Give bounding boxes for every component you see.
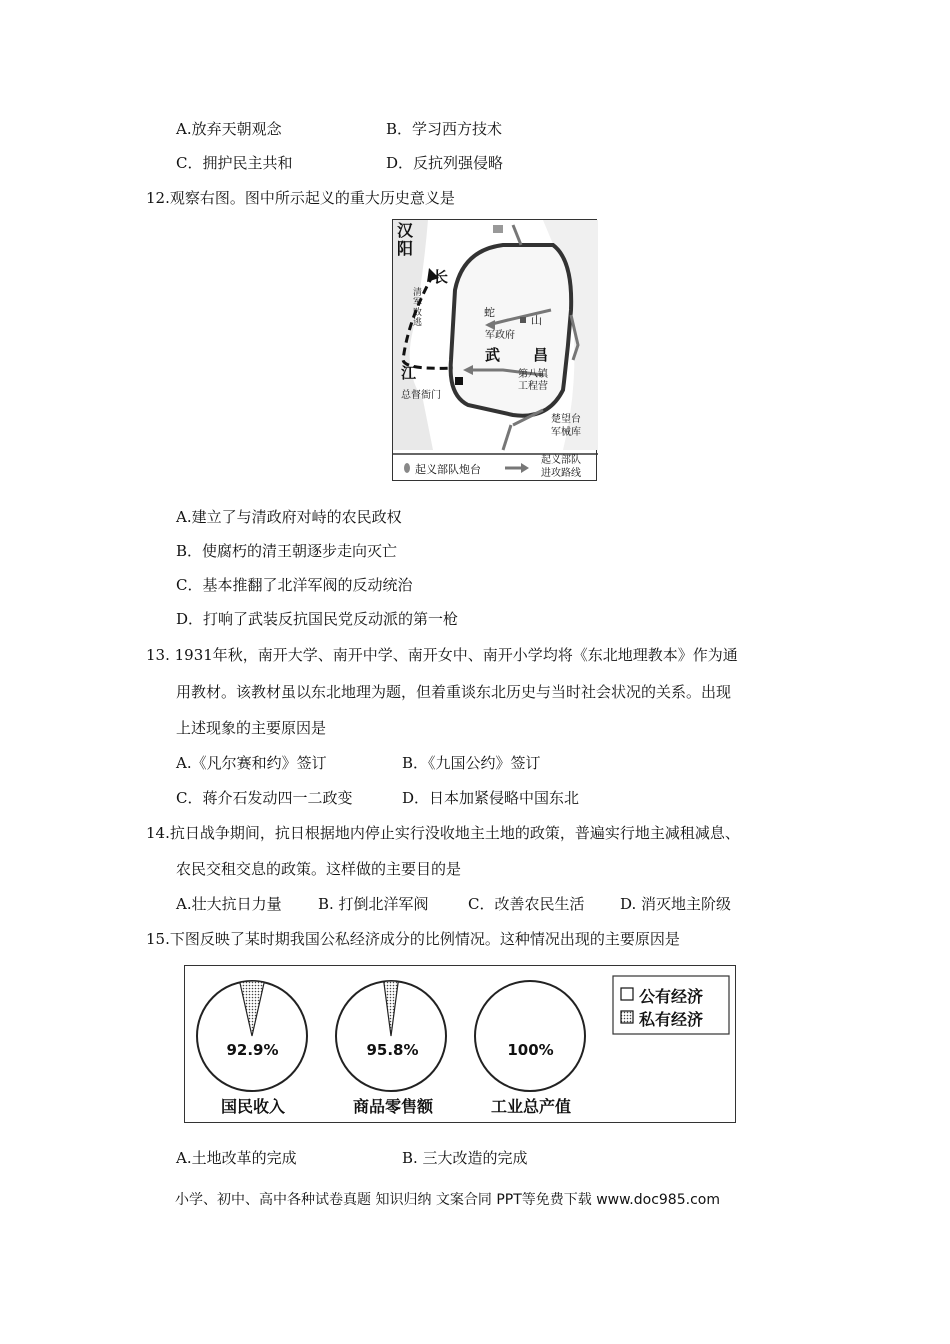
map-legend-cannon: 起义部队炮台 — [415, 463, 481, 476]
q13-option-c: C．蒋介石发动四一二政变 — [176, 789, 353, 807]
map-label-jun-zheng-fu: 军政府 — [485, 330, 515, 341]
map-label-jun-xie-ku: 军械库 — [551, 427, 581, 438]
q12-stem: 12.观察右图。图中所示起义的重大历史意义是 — [146, 189, 455, 207]
q14-line-1: 14.抗日战争期间，抗日根据地内停止实行没收地主土地的政策，普遍实行地主减租减息、 — [146, 824, 740, 842]
map-legend-route-1: 起义部队 — [541, 455, 581, 466]
q13-line-2: 用教材。该教材虽以东北地理为题，但着重谈东北历史与当时社会状况的关系。出现 — [176, 683, 732, 701]
wuchang-uprising-map — [392, 219, 597, 481]
q13-line-1: 13. 1931年秋，南开大学、南开中学、南开女中、南开小学均将《东北地理教本》作为通 — [146, 646, 738, 664]
pie-value-retail-sales: 95.8% — [366, 1041, 419, 1059]
map-label-wu: 武 — [485, 346, 501, 364]
q14-option-b: B. 打倒北洋军阀 — [318, 895, 429, 913]
q13-option-b: B．《九国公约》签订 — [402, 754, 541, 772]
q12-option-c: C．基本推翻了北洋军阀的反动统治 — [176, 576, 413, 594]
q15-stem: 15.下图反映了某时期我国公私经济成分的比例情况。这种情况出现的主要原因是 — [146, 930, 680, 948]
pie-chart-national-income — [197, 981, 307, 1091]
q12-option-b: B．使腐朽的清王朝逐步走向灭亡 — [176, 542, 398, 560]
map-label-chu-wang-tai: 楚望台 — [551, 414, 581, 425]
q12-option-d: D．打响了武装反抗国民党反动派的第一枪 — [176, 610, 459, 628]
map-label-chang2: 昌 — [533, 346, 549, 364]
q11-option-d: D．反抗列强侵略 — [386, 154, 504, 172]
pie-chart-industrial-output — [475, 981, 585, 1091]
pie-label-industrial-output: 工业总产值 — [490, 1097, 571, 1116]
q11-option-c: C．拥护民主共和 — [176, 154, 293, 172]
legend-label-public: 公有经济 — [639, 987, 704, 1006]
map-label-hanyang: 汉阳 — [397, 221, 414, 258]
map-label-qing-retreat: 清军败逃 — [413, 288, 423, 328]
map-label-shan: 山 — [531, 314, 542, 327]
q13-line-3: 上述现象的主要原因是 — [176, 719, 327, 737]
legend-swatch-public — [621, 988, 633, 1000]
q13-option-d: D．日本加紧侵略中国东北 — [402, 789, 580, 807]
map-label-ba-zhen: 第八镇 — [518, 369, 548, 380]
pie-label-national-income: 国民收入 — [220, 1097, 285, 1116]
legend-label-private: 私有经济 — [639, 1010, 704, 1029]
q11-option-b: B．学习西方技术 — [386, 120, 503, 138]
map-label-jiang: 江 — [401, 364, 417, 382]
q13-option-a: A.《凡尔赛和约》签订 — [176, 754, 327, 772]
pie-slice-public — [475, 981, 585, 1091]
q14-option-a: A.壮大抗日力量 — [176, 895, 282, 913]
q15-option-b: B. 三大改造的完成 — [402, 1149, 528, 1167]
legend-swatch-private — [621, 1011, 633, 1023]
map-label-gong-cheng-ying: 工程营 — [518, 381, 548, 392]
map-label-chang: 长 — [433, 268, 449, 286]
pie-value-national-income: 92.9% — [226, 1041, 279, 1059]
map-legend-route-2: 进攻路线 — [541, 468, 581, 479]
q14-line-2: 农民交租交息的政策。这样做的主要目的是 — [176, 860, 462, 878]
q12-option-a: A.建立了与清政府对峙的农民政权 — [176, 508, 402, 526]
q15-option-a: A.土地改革的完成 — [176, 1149, 297, 1167]
q14-option-d: D. 消灭地主阶级 — [620, 895, 732, 913]
pie-label-retail-sales: 商品零售额 — [352, 1097, 433, 1116]
footer-text: 小学、初中、高中各种试卷真题 知识归纳 文案合同 PPT等免费下载 www.doc985.com — [175, 1192, 720, 1208]
pie-chart-retail-sales — [336, 981, 446, 1091]
map-label-zong-du-ya-men: 总督衙门 — [401, 390, 441, 401]
pie-value-industrial-output: 100% — [507, 1041, 554, 1059]
ownership-pie-charts — [184, 965, 736, 1123]
q11-option-a: A.放弃天朝观念 — [176, 120, 282, 138]
map-label-she: 蛇 — [484, 306, 495, 319]
q14-option-c: C．改善农民生活 — [468, 895, 585, 913]
